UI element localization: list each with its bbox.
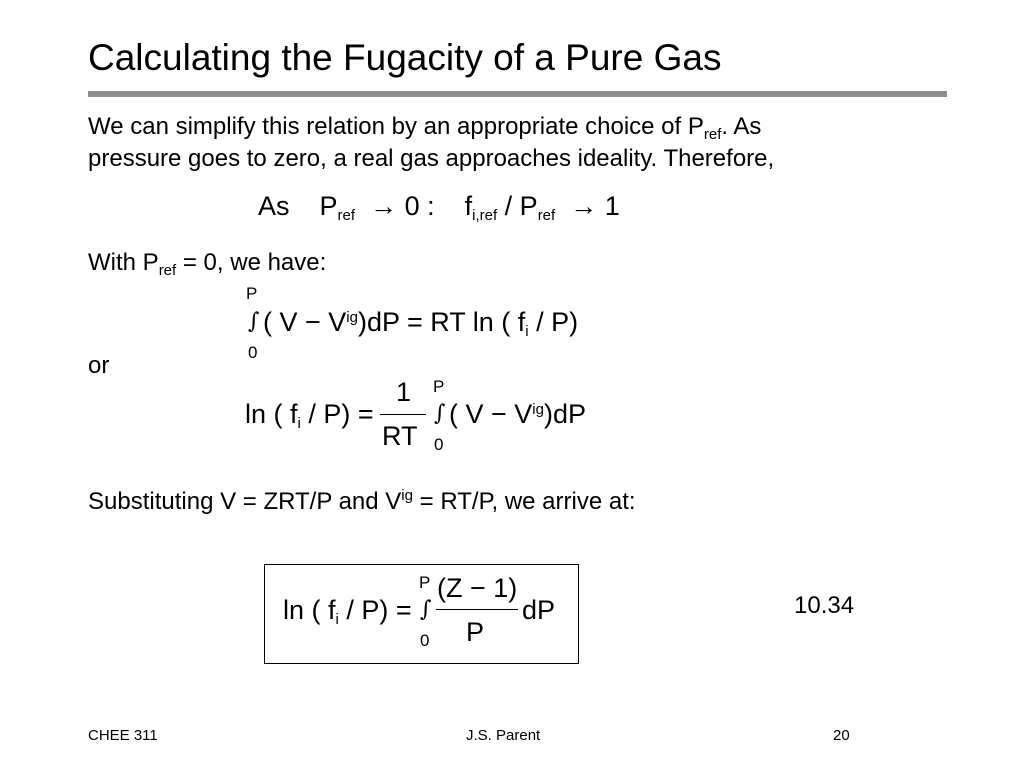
integral2-numerator: 1: [396, 377, 412, 407]
integral2-sup: ig: [532, 401, 544, 418]
limit-arrow-one: → 1: [570, 191, 620, 221]
footer-page-number: 20: [833, 727, 850, 744]
with-subscript: ref: [158, 262, 177, 279]
limit-arrow-zero: → 0 :: [370, 191, 435, 221]
limit-f-sub: i,ref: [472, 207, 498, 224]
subst-text-end: = RT/P, we arrive at:: [412, 488, 636, 515]
integral1-sign: ∫: [248, 309, 260, 334]
boxed-fraction-bar: [436, 609, 518, 610]
footer-author: J.S. Parent: [466, 727, 541, 744]
slide-title: Calculating the Fugacity of a Pure Gas: [88, 37, 722, 78]
integral1-sup: ig: [346, 309, 358, 326]
boxed-lhs-sub: i: [335, 611, 339, 628]
or-text: or: [88, 352, 110, 379]
subst-sup: ig: [401, 487, 413, 504]
intro-line-2: pressure goes to zero, a real gas approaches ideality. Therefore,: [88, 145, 775, 172]
limit-p: P: [319, 191, 338, 221]
equation-number: 10.34: [794, 592, 855, 619]
boxed-numerator: (Z − 1): [437, 573, 518, 603]
limit-p-sub: ref: [337, 207, 356, 224]
integral2-lower-limit: 0: [434, 435, 444, 454]
integral2-sign: ∫: [434, 401, 446, 426]
boxed-lhs-pre: ln ( f: [283, 595, 336, 625]
integral2-body: [449, 398, 586, 430]
boxed-lower-limit: 0: [420, 631, 430, 650]
boxed-upper-limit: P: [419, 573, 431, 592]
integral1-body: [263, 306, 578, 338]
integral1-body-pre: ( V − V: [263, 307, 347, 337]
intro-text-end: . As: [721, 113, 762, 140]
integral2-lhs-post: / P) =: [300, 399, 374, 429]
integral1-body-post: / P): [528, 307, 579, 337]
limit-as: As: [258, 191, 290, 221]
integral2-lhs-sub: i: [297, 415, 301, 432]
title-divider: [88, 91, 947, 97]
boxed-denominator: P: [466, 617, 485, 647]
limit-slash-p: / P: [504, 191, 538, 221]
limit-f: f: [464, 191, 473, 221]
subst-text: Substituting V = ZRT/P and V: [88, 488, 402, 515]
with-line: [88, 247, 326, 279]
integral2-body-post: )dP: [543, 399, 586, 429]
intro-text: We can simplify this relation by an appropriate choice of P: [88, 113, 704, 140]
integral2-upper-limit: P: [433, 377, 445, 396]
boxed-integral-sign: ∫: [420, 597, 432, 622]
integral1-lower-limit: 0: [248, 343, 258, 362]
footer-course: CHEE 311: [88, 727, 158, 744]
substitution-line: [88, 486, 636, 518]
integral2-fraction-bar: [380, 414, 426, 415]
boxed-dp: dP: [522, 595, 556, 625]
integral1-upper-limit: P: [246, 284, 258, 303]
limit-p2-sub: ref: [537, 207, 556, 224]
intro-line-1: [88, 111, 761, 143]
with-text: With P: [88, 249, 159, 276]
integral1-body-mid: )dP = RT ln ( f: [357, 307, 526, 337]
limit-equation: [258, 190, 620, 222]
integral1-f-sub: i: [525, 323, 529, 340]
integral2-lhs: [245, 398, 374, 430]
integral2-body-pre: ( V − V: [449, 399, 533, 429]
boxed-lhs-post: / P) =: [338, 595, 412, 625]
intro-subscript: ref: [703, 126, 722, 143]
integral2-lhs-pre: ln ( f: [245, 399, 298, 429]
integral2-denominator: RT: [382, 421, 418, 451]
with-text-end: = 0, we have:: [176, 249, 327, 276]
boxed-lhs: [283, 594, 412, 626]
